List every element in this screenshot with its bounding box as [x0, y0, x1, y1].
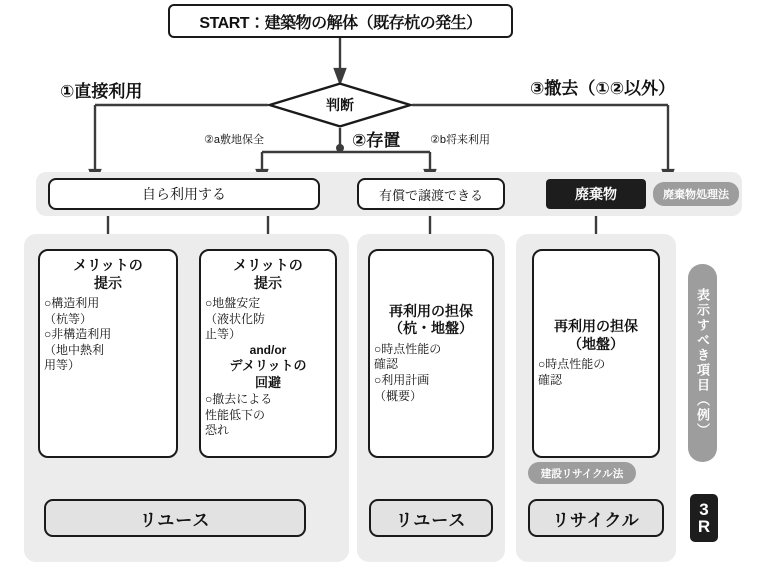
- box-waste-label: 廃棄物: [575, 186, 617, 202]
- card2-body-line4: and/or: [249, 342, 287, 357]
- card2-body-line1: ○地盤安定: [205, 296, 261, 310]
- branch-label-removal: ③撤去（①②以外）: [530, 79, 676, 98]
- card1-body-line5: 用等）: [44, 358, 81, 373]
- box-paid-transfer-label: 有償で譲渡できる: [378, 187, 483, 203]
- card3-body-line2: 確認: [374, 357, 399, 372]
- box-self-use: [48, 178, 320, 210]
- card1-body: [44, 296, 172, 374]
- result-reuse-2-label: リユース: [395, 510, 467, 530]
- card3-body-line3: ○利用計画: [374, 373, 430, 387]
- pill-waste-law: [653, 182, 739, 206]
- card3-body-line1: ○時点性能の: [374, 341, 442, 356]
- box-self-use-label: 自ら利用する: [142, 186, 226, 202]
- card2-body: [205, 296, 331, 439]
- card1-body-line2: （杭等）: [44, 311, 93, 326]
- decision-label: 判断: [326, 97, 354, 113]
- card-merit-ground: [199, 249, 337, 458]
- result-reuse-1-label: リユース: [139, 510, 211, 530]
- legend-display-items-label: 表示すべき項目（例）: [695, 288, 710, 438]
- result-reuse-1: [44, 499, 306, 537]
- card1-title-line1: メリットの: [73, 257, 143, 273]
- badge-3r-line1: 3: [699, 500, 709, 519]
- card2-title-line2: 提示: [254, 274, 282, 291]
- card4-body-line1: ○時点性能の: [538, 357, 606, 372]
- card2-body-line9: 恐れ: [205, 423, 230, 438]
- card2-title-line1: メリットの: [233, 257, 303, 273]
- result-recycle: [528, 499, 664, 537]
- result-recycle-label: リサイクル: [552, 510, 640, 530]
- branch-label-site-preservation: ②a敷地保全: [204, 134, 264, 146]
- box-paid-transfer: [357, 178, 505, 210]
- card-reuse-guarantee-pile-ground: [368, 249, 494, 458]
- card4-title-line2: （地盤）: [568, 335, 624, 352]
- badge-3r: [690, 494, 718, 542]
- card-merit-structural: [38, 249, 178, 458]
- card4-title-line1: 再利用の担保: [554, 318, 638, 335]
- card-reuse-guarantee-ground: [532, 249, 660, 458]
- card1-body-line4: （地中熱利: [44, 342, 105, 357]
- decision-node: [268, 82, 412, 128]
- card3-body: [374, 342, 488, 404]
- box-waste: [546, 179, 646, 209]
- card2-body-line8: 性能低下の: [205, 407, 266, 422]
- branch-label-retention: ②存置: [352, 131, 401, 150]
- branch-label-direct-use: ①直接利用: [60, 82, 143, 101]
- result-reuse-2: [369, 499, 493, 537]
- pill-waste-law-label: 廃棄物処理法: [663, 189, 729, 201]
- start-label: START：建築物の解体（既存杭の発生）: [199, 14, 482, 32]
- badge-3r-line2: R: [697, 517, 711, 536]
- branch-label-future-use: ②b将来利用: [430, 134, 490, 146]
- card2-body-line3: 止等）: [205, 327, 242, 342]
- card2-body-line2: （液状化防: [205, 311, 266, 326]
- pill-construction-recycling-law: [528, 462, 636, 484]
- card3-title-line2: （杭・地盤）: [389, 320, 473, 337]
- card3-body-line4: （概要）: [374, 388, 423, 403]
- card2-body-line7: ○撤去による: [205, 392, 273, 407]
- card2-body-line6: 回避: [254, 375, 281, 391]
- card2-body-line5: デメリットの: [229, 358, 307, 374]
- start-node: [168, 4, 513, 38]
- pill-construction-recycling-law-label: 建設リサイクル法: [540, 467, 624, 480]
- card1-title-line2: 提示: [94, 274, 122, 291]
- card1-body-line3: ○非構造利用: [44, 327, 112, 342]
- card3-title-line1: 再利用の担保: [389, 302, 473, 319]
- legend-display-items: [688, 264, 717, 462]
- card4-body-line2: 確認: [538, 373, 563, 387]
- card4-body: [538, 357, 654, 388]
- card1-body-line1: ○構造利用: [44, 296, 100, 310]
